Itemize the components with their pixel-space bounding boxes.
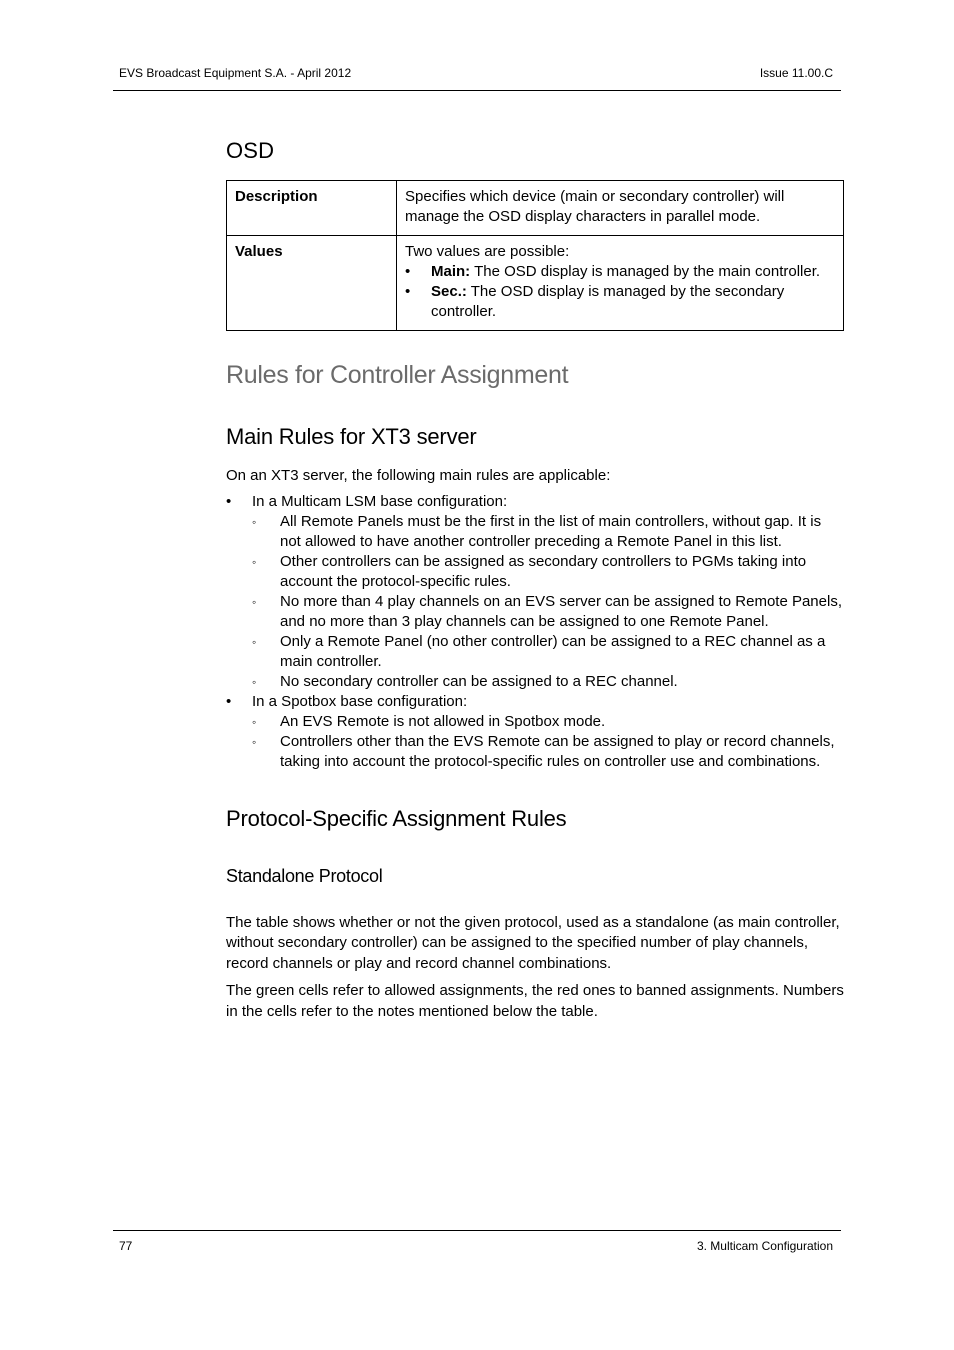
table-row: [227, 236, 844, 331]
value-term: Main:: [431, 263, 471, 280]
sub-list-item: ◦ Controllers other than the EVS Remote can be assigned to play or record channels, taking into account the protocol-specific rules on controller use and combinations.: [252, 732, 844, 772]
standalone-para-2: The green cells refer to allowed assignments, the red ones to banned assignments. Numbers in the cells refer to the notes mentioned below the table.: [226, 982, 844, 1020]
sub-list-item: ◦ All Remote Panels must be the first in the list of main controllers, without gap. It is not allowed to have another controller preceding a Remote Panel in this list.: [252, 512, 844, 552]
values-list: [405, 262, 835, 322]
page-content: [226, 130, 844, 1022]
sub-list-item: ◦ No secondary controller can be assigned to a REC channel.: [252, 672, 844, 692]
list-item: [226, 492, 844, 692]
protocol-heading: Protocol-Specific Assignment Rules: [226, 805, 567, 831]
values-cell: [397, 236, 844, 331]
description-text: Specifies which device (main or secondary controller) will manage the OSD display characters in parallel mode.: [397, 181, 844, 236]
sub-list: [252, 512, 844, 692]
main-rules-list: [226, 492, 844, 772]
standalone-para-1: The table shows whether or not the given protocol, used as a standalone (as main controller, without secondary controller) can be assigned to the specified number of play channels, record channels or play and record channel combinations.: [226, 913, 840, 972]
value-text: The OSD display is managed by the main controller.: [470, 263, 821, 280]
sub-list: [252, 712, 844, 772]
page-header: [113, 66, 841, 91]
rules-heading: Rules for Controller Assignment: [226, 361, 569, 389]
page-footer: [113, 1230, 841, 1261]
sub-list-item: ◦ No more than 4 play channels on an EVS server can be assigned to Remote Panels, and no more than 3 play channels can be assigned to one Remote Panel.: [252, 592, 844, 632]
sub-list-item: ◦ Other controllers can be assigned as secondary controllers to PGMs taking into account the protocol-specific rules.: [252, 552, 844, 592]
main-rules-intro: On an XT3 server, the following main rules are applicable:: [226, 467, 611, 484]
osd-heading: OSD: [226, 138, 275, 163]
page-number: 77: [119, 1239, 133, 1253]
osd-table: [226, 180, 844, 331]
sub-list-item: ◦ Only a Remote Panel (no other controller) can be assigned to a REC channel as a main controller.: [252, 632, 844, 672]
sub-list-item: ◦ An EVS Remote is not allowed in Spotbox mode.: [252, 712, 844, 732]
list-item-text: In a Spotbox base configuration:: [252, 692, 468, 710]
standalone-heading: Standalone Protocol: [226, 865, 383, 886]
list-item: [405, 262, 835, 282]
values-intro: Two values are possible:: [405, 243, 570, 260]
main-rules-heading: Main Rules for XT3 server: [226, 424, 477, 449]
description-label: Description: [227, 181, 397, 236]
header-issue: Issue 11.00.C: [759, 66, 833, 80]
table-row: [227, 181, 844, 236]
list-item: [405, 282, 835, 322]
list-item: [226, 692, 844, 772]
footer-section: 3. Multicam Configuration: [696, 1239, 833, 1253]
value-term: Sec.:: [431, 283, 467, 300]
list-item-text: In a Multicam LSM base configuration:: [252, 492, 508, 510]
values-label: Values: [227, 236, 397, 331]
value-text: The OSD display is managed by the secondary controller.: [431, 283, 785, 320]
header-publisher: EVS Broadcast Equipment S.A. - April 2012: [119, 66, 352, 80]
